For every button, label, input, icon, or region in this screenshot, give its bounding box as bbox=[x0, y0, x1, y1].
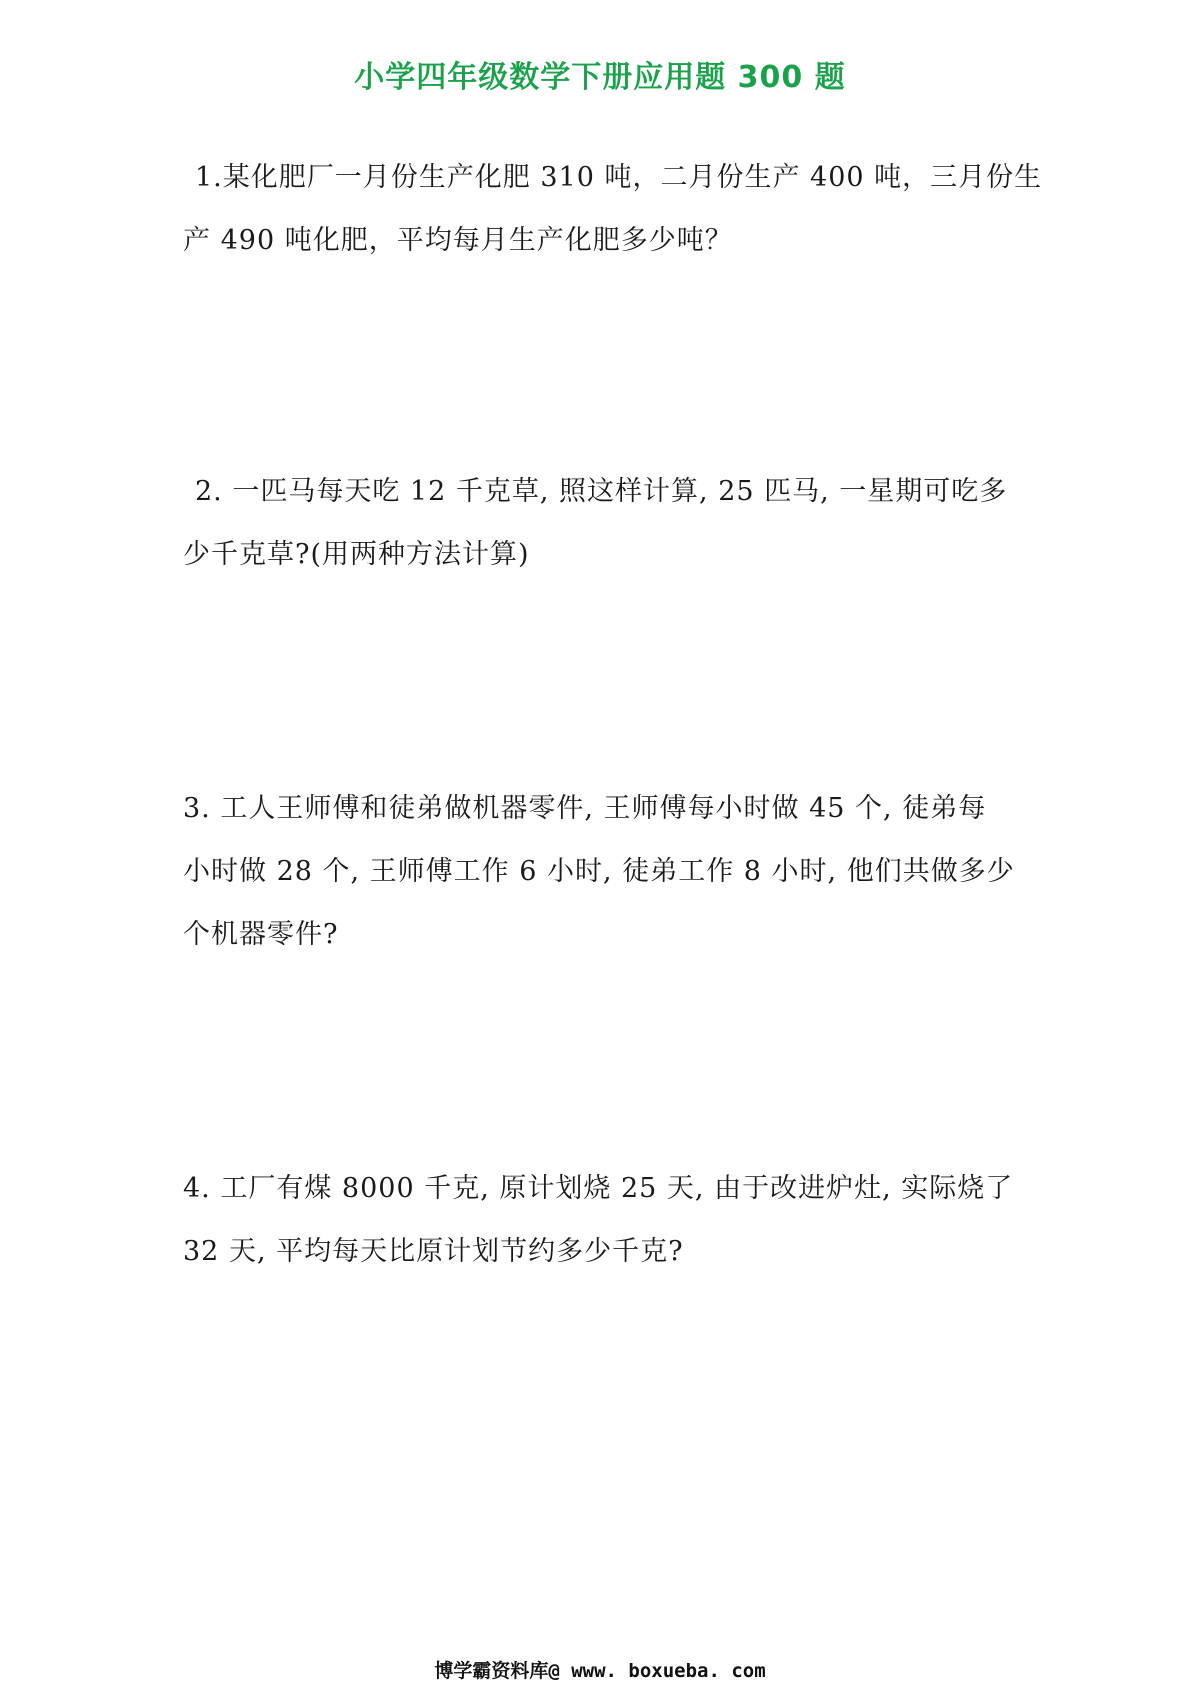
problem-4-line-2: 32 天, 平均每天比原计划节约多少千克? bbox=[183, 1236, 684, 1267]
problem-2-line-1: 2. 一匹马每天吃 12 千克草, 照这样计算, 25 匹马, 一星期可吃多 bbox=[195, 476, 1008, 507]
problem-4 bbox=[183, 1157, 1025, 1283]
problem-4-line-1: 4. 工厂有煤 8000 千克, 原计划烧 25 天, 由于改进炉灶, 实际烧了 bbox=[183, 1173, 1014, 1204]
problem-3 bbox=[183, 777, 1025, 966]
page-title: 小学四年级数学下册应用题 300 题 bbox=[354, 60, 846, 95]
problem-3-line-2: 小时做 28 个, 王师傅工作 6 小时, 徒弟工作 8 小时, 他们共做多少 bbox=[183, 856, 1015, 887]
problem-3-line-3: 个机器零件? bbox=[183, 919, 339, 950]
problem-2-line-2: 少千克草?(用两种方法计算) bbox=[183, 539, 530, 570]
problem-1-line-2: 产 490 吨化肥，平均每月生产化肥多少吨？ bbox=[183, 225, 733, 256]
footer-watermark: 博学霸资料库@ www. boxueba. com bbox=[434, 1660, 766, 1682]
problem-1-line-1: 1.某化肥厂一月份生产化肥 310 吨，二月份生产 400 吨，三月份生 bbox=[195, 162, 1043, 193]
problem-3-line-1: 3. 工人王师傅和徒弟做机器零件, 王师傅每小时做 45 个, 徒弟每 bbox=[183, 793, 987, 824]
problem-1 bbox=[183, 146, 1043, 272]
problem-2 bbox=[183, 460, 1025, 586]
